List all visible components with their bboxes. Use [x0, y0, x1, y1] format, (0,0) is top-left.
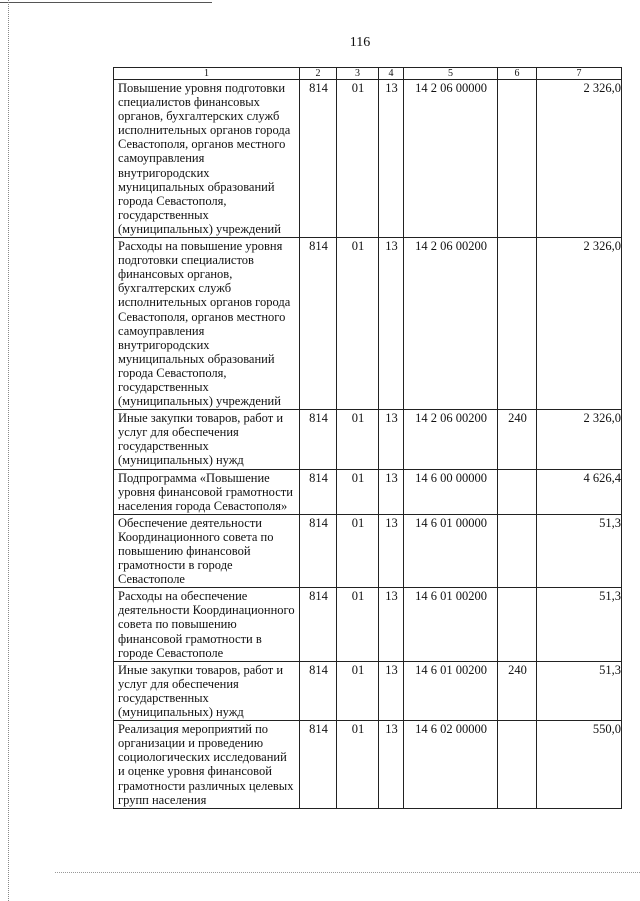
row-code-4: 13: [379, 80, 404, 238]
row-code-2: 814: [300, 514, 337, 587]
row-code-6: [498, 514, 537, 587]
row-amount: 51,3: [537, 588, 622, 661]
row-code-5: 14 6 00 00000: [404, 469, 498, 514]
row-name: Обеспечение деятельности Координационного совета по повышению финансовой грамотности в городе Севастополе: [114, 514, 300, 587]
row-code-3: 01: [337, 514, 379, 587]
table-row: [114, 588, 622, 661]
row-code-5: 14 2 06 00200: [404, 410, 498, 469]
row-code-6: [498, 721, 537, 809]
row-code-2: 814: [300, 721, 337, 809]
row-code-5: 14 6 01 00000: [404, 514, 498, 587]
column-header: 3: [337, 68, 379, 80]
row-code-6: 240: [498, 410, 537, 469]
row-code-5: 14 6 01 00200: [404, 661, 498, 720]
page-number: 116: [349, 35, 371, 50]
row-amount: 550,0: [537, 721, 622, 809]
row-code-6: [498, 469, 537, 514]
table-row: [114, 721, 622, 809]
row-code-4: 13: [379, 238, 404, 410]
row-name: Расходы на повышение уровня подготовки специалистов финансовых органов, бухгалтерских служб исполнительных органов города Севастополя, органов местного самоуправления внутригородских муниципальных образований города Севастополя, государственных (муниципальных) учреждений: [114, 238, 300, 410]
row-amount: 2 326,0: [537, 80, 622, 238]
left-margin-rule: [8, 0, 9, 901]
column-header: 1: [114, 68, 300, 80]
top-rule: [0, 2, 212, 3]
row-code-3: 01: [337, 721, 379, 809]
column-header: 4: [379, 68, 404, 80]
row-code-4: 13: [379, 588, 404, 661]
row-code-3: 01: [337, 469, 379, 514]
row-code-5: 14 6 01 00200: [404, 588, 498, 661]
row-code-3: 01: [337, 238, 379, 410]
row-code-3: 01: [337, 661, 379, 720]
row-code-3: 01: [337, 588, 379, 661]
table-row: [114, 410, 622, 469]
table-row: [114, 514, 622, 587]
row-name: Расходы на обеспечение деятельности Координационного совета по повышению финансовой грамотности в городе Севастополе: [114, 588, 300, 661]
row-code-4: 13: [379, 410, 404, 469]
column-header: 2: [300, 68, 337, 80]
row-amount: 51,3: [537, 514, 622, 587]
row-code-6: [498, 588, 537, 661]
row-code-2: 814: [300, 410, 337, 469]
row-code-2: 814: [300, 80, 337, 238]
row-code-4: 13: [379, 514, 404, 587]
row-code-2: 814: [300, 588, 337, 661]
row-code-5: 14 6 02 00000: [404, 721, 498, 809]
row-name: Реализация мероприятий по организации и проведению социологических исследований и оценке уровня финансовой грамотности различных целевых групп населения: [114, 721, 300, 809]
table-header-row: [114, 68, 622, 80]
row-name: Повышение уровня подготовки специалистов финансовых органов, бухгалтерских служб исполнительных органов города Севастополя, органов местного самоуправления внутригородских муниципальных образований города Севастополя, государственных (муниципальных) учреждений: [114, 80, 300, 238]
row-code-2: 814: [300, 469, 337, 514]
table-row: [114, 238, 622, 410]
column-header: 6: [498, 68, 537, 80]
row-name: Подпрограмма «Повышение уровня финансовой грамотности населения города Севастополя»: [114, 469, 300, 514]
row-code-5: 14 2 06 00200: [404, 238, 498, 410]
row-code-6: [498, 80, 537, 238]
row-code-4: 13: [379, 661, 404, 720]
row-amount: 4 626,4: [537, 469, 622, 514]
row-code-6: [498, 238, 537, 410]
row-code-2: 814: [300, 238, 337, 410]
row-amount: 2 326,0: [537, 410, 622, 469]
budget-table: [113, 67, 622, 809]
row-name: Иные закупки товаров, работ и услуг для обеспечения государственных (муниципальных) нужд: [114, 410, 300, 469]
row-code-4: 13: [379, 469, 404, 514]
bottom-rule: [55, 872, 640, 873]
row-name: Иные закупки товаров, работ и услуг для обеспечения государственных (муниципальных) нужд: [114, 661, 300, 720]
table-row: [114, 80, 622, 238]
column-header: 5: [404, 68, 498, 80]
row-code-6: 240: [498, 661, 537, 720]
row-amount: 51,3: [537, 661, 622, 720]
table-row: [114, 469, 622, 514]
row-code-3: 01: [337, 80, 379, 238]
table-row: [114, 661, 622, 720]
row-code-4: 13: [379, 721, 404, 809]
row-code-3: 01: [337, 410, 379, 469]
column-header: 7: [537, 68, 622, 80]
row-amount: 2 326,0: [537, 238, 622, 410]
row-code-5: 14 2 06 00000: [404, 80, 498, 238]
row-code-2: 814: [300, 661, 337, 720]
